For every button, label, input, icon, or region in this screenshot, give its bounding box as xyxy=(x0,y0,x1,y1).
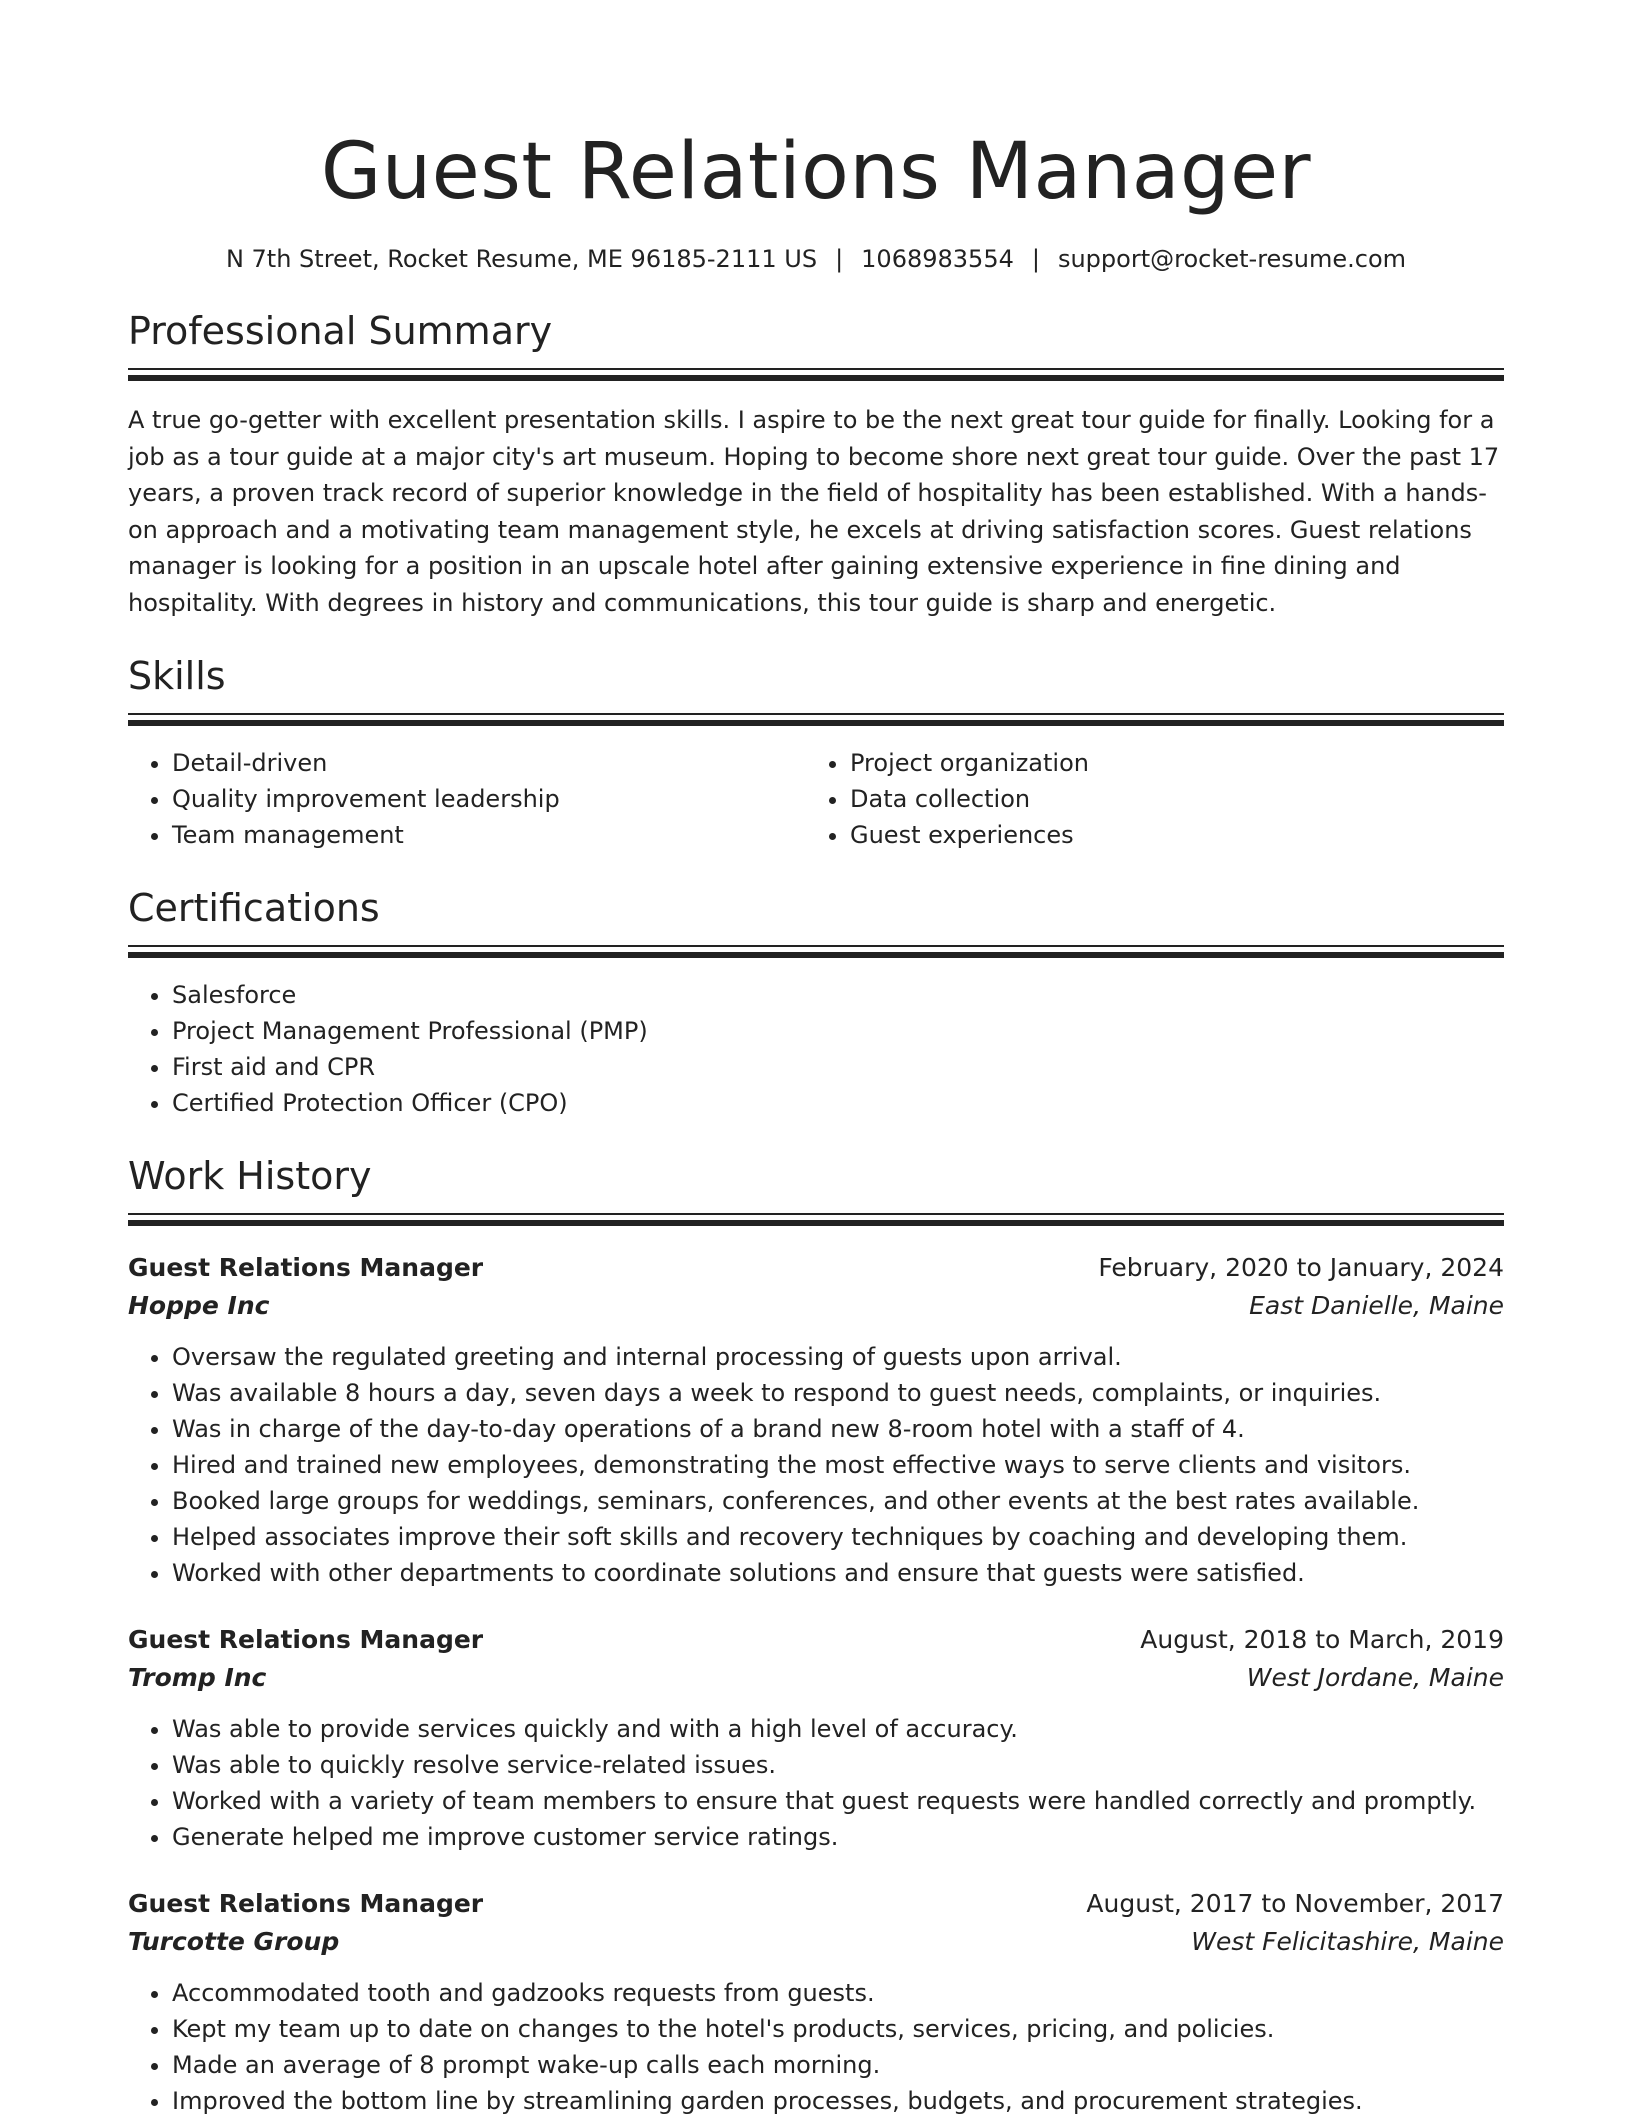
skill-item: • Detail-driven xyxy=(172,745,806,781)
skill-item: • Project organization xyxy=(850,745,1484,781)
certification-item: • Salesforce xyxy=(172,977,1504,1013)
certification-item: • First aid and CPR xyxy=(172,1049,1504,1085)
resume-name: Guest Relations Manager xyxy=(320,127,1312,217)
skills-grid xyxy=(128,745,1504,853)
job-bullets xyxy=(128,1339,1504,1591)
summary-section xyxy=(128,306,1504,621)
job-entry xyxy=(128,1249,1504,1591)
job-location: East Danielle, Maine xyxy=(1249,1291,1504,1320)
contact-email: support@rocket-resume.com xyxy=(1057,245,1407,273)
job-company: Hoppe Inc xyxy=(128,1291,270,1320)
skill-item: • Guest experiences xyxy=(850,817,1484,853)
job-company: Tromp Inc xyxy=(128,1663,267,1692)
resume-page xyxy=(128,0,1504,2119)
job-location: West Jordane, Maine xyxy=(1246,1663,1504,1692)
job-bullet: • Worked with a variety of team members to ensure that guest requests were handled correctly and promptly. xyxy=(172,1783,1504,1819)
job-bullet: • Made an average of 8 prompt wake-up calls each morning. xyxy=(172,2047,1504,2083)
job-title: Guest Relations Manager xyxy=(128,1625,484,1654)
summary-text: A true go-getter with excellent presentation skills. I aspire to be the next great tour guide for finally. Looking for a job as a tour guide at a major city's art museum. Hoping to become shore next great tour guide. Over the past 17 years, a proven track record of superior knowledge in the field of hospitality has been established. With a hands-on approach and a motivating team management style, he excels at driving satisfaction scores. Guest relations manager is looking for a position in an upscale hotel after gaining extensive experience in fine dining and hospitality. With degrees in history and communications, this tour guide is sharp and energetic. xyxy=(128,406,1500,617)
job-title: Guest Relations Manager xyxy=(128,1889,484,1918)
skills-column-left xyxy=(128,745,806,853)
job-bullet: • Was able to provide services quickly and with a high level of accuracy. xyxy=(172,1711,1504,1747)
job-dates: August, 2017 to November, 2017 xyxy=(1086,1889,1504,1918)
job-title: Guest Relations Manager xyxy=(128,1253,484,1282)
section-title-work-history: Work History xyxy=(128,1154,372,1198)
job-bullets xyxy=(128,1711,1504,1855)
work-history-section xyxy=(128,1151,1504,2119)
section-title-skills: Skills xyxy=(128,654,226,698)
job-bullet: • Improved the bottom line by streamlining garden processes, budgets, and procurement strategies. xyxy=(172,2083,1504,2119)
contact-phone: 1068983554 xyxy=(861,245,1014,273)
job-bullet: • Kept my team up to date on changes to the hotel's products, services, pricing, and policies. xyxy=(172,2011,1504,2047)
job-bullet: • Helped associates improve their soft skills and recovery techniques by coaching and developing them. xyxy=(172,1519,1504,1555)
contact-separator: | xyxy=(1031,245,1040,273)
job-bullet: • Worked with other departments to coordinate solutions and ensure that guests were satisfied. xyxy=(172,1555,1504,1591)
job-bullet: • Generate helped me improve customer service ratings. xyxy=(172,1819,1504,1855)
job-entry xyxy=(128,1621,1504,1855)
skills-column-right xyxy=(806,745,1484,853)
job-dates: February, 2020 to January, 2024 xyxy=(1098,1253,1504,1282)
job-bullet: • Was in charge of the day-to-day operations of a brand new 8-room hotel with a staff of 4. xyxy=(172,1411,1504,1447)
job-dates: August, 2018 to March, 2019 xyxy=(1140,1625,1504,1654)
skill-item: • Quality improvement leadership xyxy=(172,781,806,817)
certifications-section xyxy=(128,883,1504,1121)
skill-item: • Data collection xyxy=(850,781,1484,817)
skills-section xyxy=(128,651,1504,853)
contact-address: N 7th Street, Rocket Resume, ME 96185-2111 US xyxy=(225,245,818,273)
contact-separator: | xyxy=(835,245,844,273)
section-divider xyxy=(128,1213,1504,1215)
contact-line xyxy=(128,242,1504,276)
job-bullet: • Hired and trained new employees, demonstrating the most effective ways to serve clients and visitors. xyxy=(172,1447,1504,1483)
job-bullet: • Booked large groups for weddings, seminars, conferences, and other events at the best rates available. xyxy=(172,1483,1504,1519)
section-divider xyxy=(128,368,1504,370)
job-bullet: • Accommodated tooth and gadzooks requests from guests. xyxy=(172,1975,1504,2011)
section-title-certifications: Certifications xyxy=(128,886,380,930)
job-bullet: • Oversaw the regulated greeting and internal processing of guests upon arrival. xyxy=(172,1339,1504,1375)
section-title-summary: Professional Summary xyxy=(128,309,553,353)
skill-item: • Team management xyxy=(172,817,806,853)
certification-item: • Certified Protection Officer (CPO) xyxy=(172,1085,1504,1121)
job-entry xyxy=(128,1885,1504,2119)
job-bullet: • Was available 8 hours a day, seven days a week to respond to guest needs, complaints, or inquiries. xyxy=(172,1375,1504,1411)
section-divider xyxy=(128,945,1504,947)
section-divider xyxy=(128,713,1504,715)
certifications-list xyxy=(128,977,1504,1121)
job-bullet: • Was able to quickly resolve service-related issues. xyxy=(172,1747,1504,1783)
job-company: Turcotte Group xyxy=(128,1927,340,1956)
certification-item: • Project Management Professional (PMP) xyxy=(172,1013,1504,1049)
job-location: West Felicitashire, Maine xyxy=(1191,1927,1504,1956)
job-bullets xyxy=(128,1975,1504,2119)
